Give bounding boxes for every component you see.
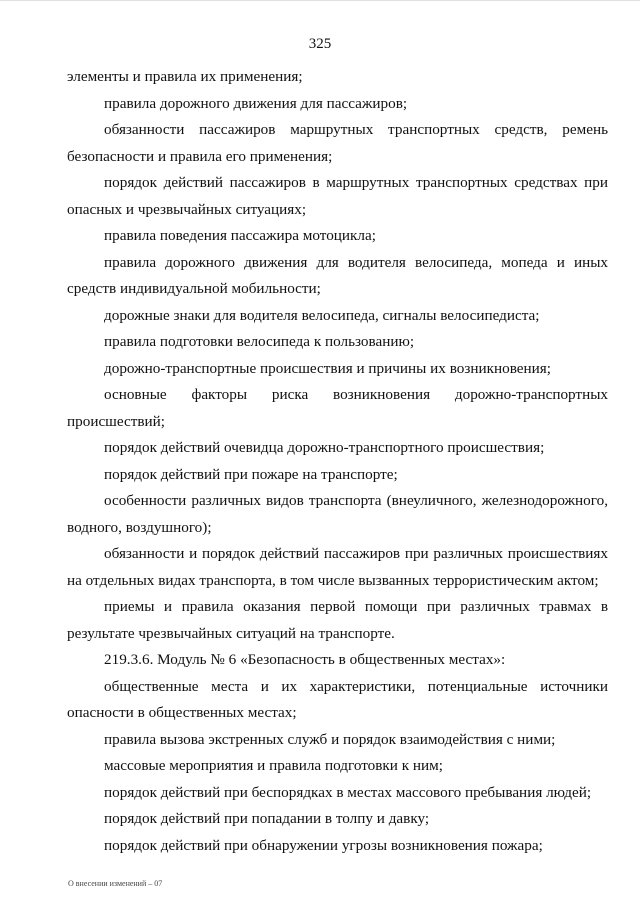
paragraph: основные факторы риска возникновения дорожно-транспортных происшествий; bbox=[67, 386, 608, 430]
footer-note: О внесении изменений – 07 bbox=[68, 879, 163, 888]
paragraph: порядок действий очевидца дорожно-транспортного происшествия; bbox=[104, 439, 545, 456]
paragraph: правила вызова экстренных служб и порядок взаимодействия с ними; bbox=[104, 730, 556, 748]
paragraph: обязанности и порядок действий пассажиров при различных происшествиях на отдельных видах транспорта, в том числе вызванных террористическим актом; bbox=[67, 545, 608, 589]
paragraph: дорожно-транспортные происшествия и причины их возникновения; bbox=[104, 359, 551, 377]
paragraph: правила дорожного движения для водителя велосипеда, мопеда и иных средств индивидуальной мобильности; bbox=[67, 253, 608, 297]
paragraph: правила дорожного движения для пассажиров; bbox=[104, 94, 408, 112]
page-number: 325 bbox=[308, 36, 332, 52]
paragraph: дорожные знаки для водителя велосипеда, сигналы велосипедиста; bbox=[104, 306, 540, 324]
document-body bbox=[67, 64, 608, 859]
paragraph: элементы и правила их применения; bbox=[67, 68, 303, 85]
paragraph: порядок действий при беспорядках в местах массового пребывания людей; bbox=[104, 783, 592, 801]
paragraph: 219.3.6. Модуль № 6 «Безопасность в общественных местах»: bbox=[104, 651, 506, 668]
paragraph: общественные места и их характеристики, потенциальные источники опасности в общественных местах; bbox=[67, 677, 608, 721]
paragraph: приемы и правила оказания первой помощи при различных травмах в результате чрезвычайных ситуаций на транспорте. bbox=[67, 598, 608, 642]
paragraph: обязанности пассажиров маршрутных транспортных средств, ремень безопасности и правила его применения; bbox=[67, 121, 608, 165]
page-edge bbox=[0, 0, 640, 1]
paragraph: массовые мероприятия и правила подготовки к ним; bbox=[104, 757, 443, 774]
paragraph: порядок действий при попадании в толпу и давку; bbox=[104, 810, 430, 827]
paragraph: правила подготовки велосипеда к пользованию; bbox=[104, 333, 415, 350]
paragraph: порядок действий при пожаре на транспорте; bbox=[104, 465, 398, 483]
paragraph: порядок действий пассажиров в маршрутных транспортных средствах при опасных и чрезвычайных ситуациях; bbox=[67, 174, 608, 218]
paragraph: порядок действий при обнаружении угрозы возникновения пожара; bbox=[104, 836, 543, 854]
paragraph: особенности различных видов транспорта (внеуличного, железнодорожного, водного, воздушного); bbox=[67, 492, 608, 536]
paragraph: правила поведения пассажира мотоцикла; bbox=[104, 227, 376, 244]
